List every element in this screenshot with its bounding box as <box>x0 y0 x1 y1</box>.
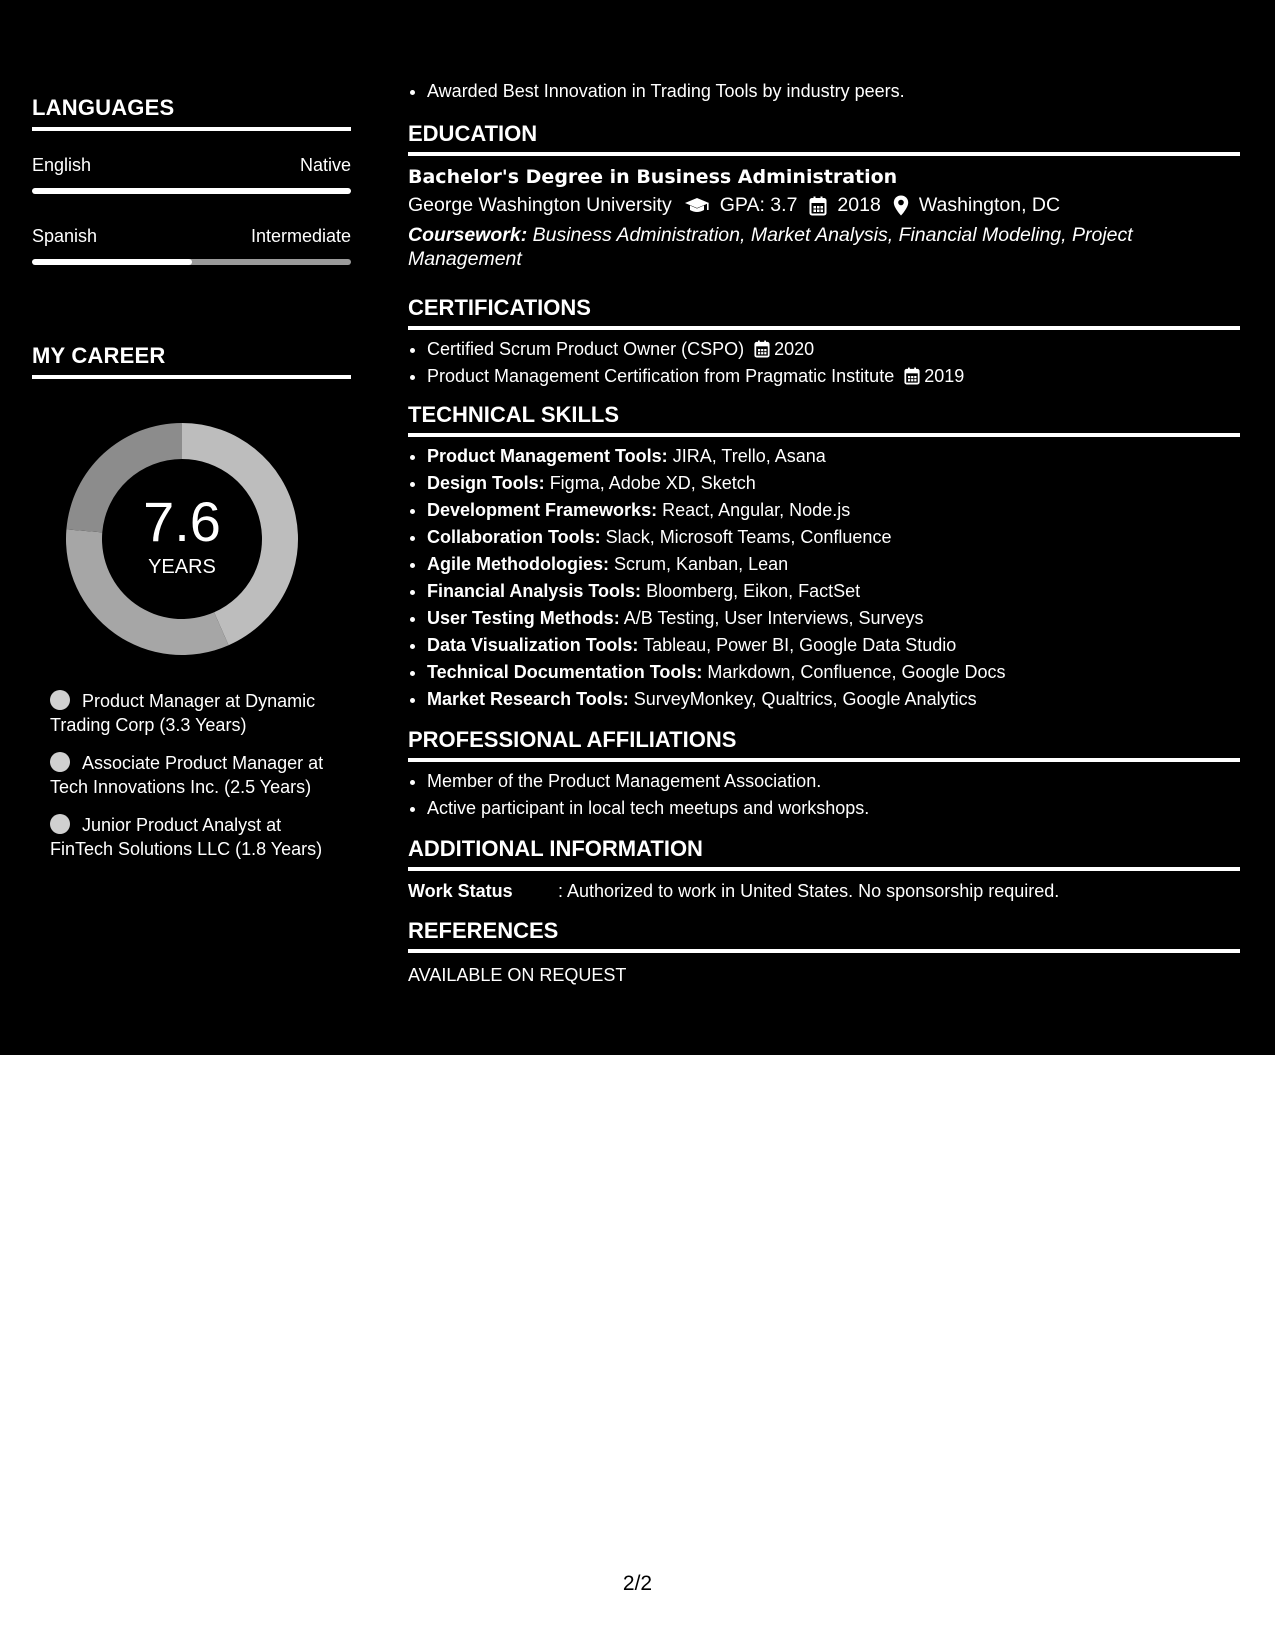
degree-title: Bachelor's Degree in Business Administration <box>408 166 898 188</box>
additional-info-section <box>408 836 1240 902</box>
skill-item <box>427 659 1240 686</box>
graduation-year: 2018 <box>837 194 881 216</box>
main-content <box>408 78 1240 986</box>
affiliation-item: • Active participant in local tech meetups and workshops. <box>427 795 1240 822</box>
work-status-label: Work Status <box>408 881 513 901</box>
language-proficiency-bar <box>32 188 351 194</box>
certification-item: • Product Management Certification from Pragmatic Institute 2019 <box>427 363 1240 390</box>
career-legend <box>50 689 330 861</box>
skill-label: Technical Documentation Tools: <box>427 662 703 682</box>
skill-value: Markdown, Confluence, Google Docs <box>707 662 1006 682</box>
skill-label: Financial Analysis Tools: <box>427 581 642 601</box>
language-level: Native <box>299 155 351 175</box>
calendar-icon <box>904 367 920 385</box>
affiliations-section <box>408 727 1240 822</box>
certifications-heading: CERTIFICATIONS <box>408 295 1240 330</box>
education-heading: EDUCATION <box>408 121 1240 156</box>
certification-item: • Certified Scrum Product Owner (CSPO) 2020 <box>427 336 1240 363</box>
skill-item <box>427 470 1240 497</box>
school-location: Washington, DC <box>918 194 1061 216</box>
certification-year: 2020 <box>774 339 815 359</box>
references-heading: REFERENCES <box>408 918 1240 953</box>
skill-value: Bloomberg, Eikon, FactSet <box>646 581 861 601</box>
skill-label: Design Tools: <box>427 473 545 493</box>
legend-dot-icon <box>50 814 70 834</box>
skill-label: Product Management Tools: <box>427 446 668 466</box>
skill-label: User Testing Methods: <box>427 608 620 628</box>
certification-year: 2019 <box>924 366 965 386</box>
skill-item <box>427 632 1240 659</box>
graduation-cap-icon <box>684 197 710 215</box>
coursework <box>408 223 1240 271</box>
career-total-unit: YEARS <box>148 555 216 578</box>
skill-item <box>427 578 1240 605</box>
skill-item <box>427 524 1240 551</box>
career-total-years: 7.6 <box>143 489 221 553</box>
skill-item <box>427 686 1240 713</box>
skill-label: Agile Methodologies: <box>427 554 609 574</box>
education-meta <box>408 194 1240 217</box>
language-entry-spanish <box>32 226 351 265</box>
affiliation-item: • Member of the Product Management Association. <box>427 768 1240 795</box>
certifications-section <box>408 295 1240 390</box>
calendar-icon <box>754 340 770 358</box>
skill-value: Figma, Adobe XD, Sketch <box>549 473 756 493</box>
skill-value: Scrum, Kanban, Lean <box>614 554 789 574</box>
language-level: Intermediate <box>250 226 351 246</box>
coursework-list: Business Administration, Market Analysis, Financial Modeling, Project Management <box>408 224 1133 270</box>
additional-info-heading: ADDITIONAL INFORMATION <box>408 836 1240 871</box>
work-status <box>408 881 1240 902</box>
skill-value: React, Angular, Node.js <box>662 500 851 520</box>
skill-value: SurveyMonkey, Qualtrics, Google Analytics <box>633 689 977 709</box>
language-proficiency-fill <box>32 259 192 265</box>
career-legend-item: Associate Product Manager at Tech Innovations Inc. (2.5 Years) <box>50 753 324 797</box>
skill-item <box>427 551 1240 578</box>
coursework-label: Coursework: <box>408 224 528 246</box>
award-list <box>408 78 1240 105</box>
skill-item <box>427 605 1240 632</box>
skill-label: Market Research Tools: <box>427 689 629 709</box>
language-name: English <box>32 155 92 175</box>
technical-skills-heading: TECHNICAL SKILLS <box>408 402 1240 437</box>
skill-label: Collaboration Tools: <box>427 527 601 547</box>
skill-value: Slack, Microsoft Teams, Confluence <box>605 527 892 547</box>
skill-item <box>427 497 1240 524</box>
languages-heading: LANGUAGES <box>32 95 351 131</box>
affiliations-heading: PROFESSIONAL AFFILIATIONS <box>408 727 1240 762</box>
education-section <box>408 121 1240 271</box>
skill-item <box>427 443 1240 470</box>
career-heading: MY CAREER <box>32 343 351 379</box>
calendar-icon <box>809 196 827 216</box>
legend-dot-icon <box>50 690 70 710</box>
language-name: Spanish <box>32 226 98 246</box>
skill-value: JIRA, Trello, Asana <box>672 446 826 466</box>
language-proficiency-bar <box>32 259 351 265</box>
references-text: AVAILABLE ON REQUEST <box>408 965 627 985</box>
award-item: • Awarded Best Innovation in Trading Tools by industry peers. <box>427 78 1240 105</box>
location-pin-icon <box>893 195 909 216</box>
page-number: 2/2 <box>622 1572 653 1595</box>
gpa: GPA: 3.7 <box>719 194 798 216</box>
language-entry-english <box>32 155 351 194</box>
career-legend-item: Junior Product Analyst at FinTech Solutions LLC (1.8 Years) <box>50 815 323 859</box>
skills-list <box>408 443 1240 713</box>
skill-label: Development Frameworks: <box>427 500 658 520</box>
career-legend-item: Product Manager at Dynamic Trading Corp (3.3 Years) <box>50 691 316 735</box>
skill-label: Data Visualization Tools: <box>427 635 639 655</box>
skill-value: A/B Testing, User Interviews, Surveys <box>623 608 924 628</box>
references-section <box>408 918 1240 986</box>
technical-skills-section <box>408 402 1240 713</box>
work-status-value: : Authorized to work in United States. No sponsorship required. <box>558 881 1060 901</box>
legend-dot-icon <box>50 752 70 772</box>
school-name: George Washington University <box>408 194 672 216</box>
career-donut-chart <box>66 423 298 655</box>
sidebar <box>32 95 351 875</box>
language-proficiency-fill <box>32 188 351 194</box>
skill-value: Tableau, Power BI, Google Data Studio <box>643 635 957 655</box>
